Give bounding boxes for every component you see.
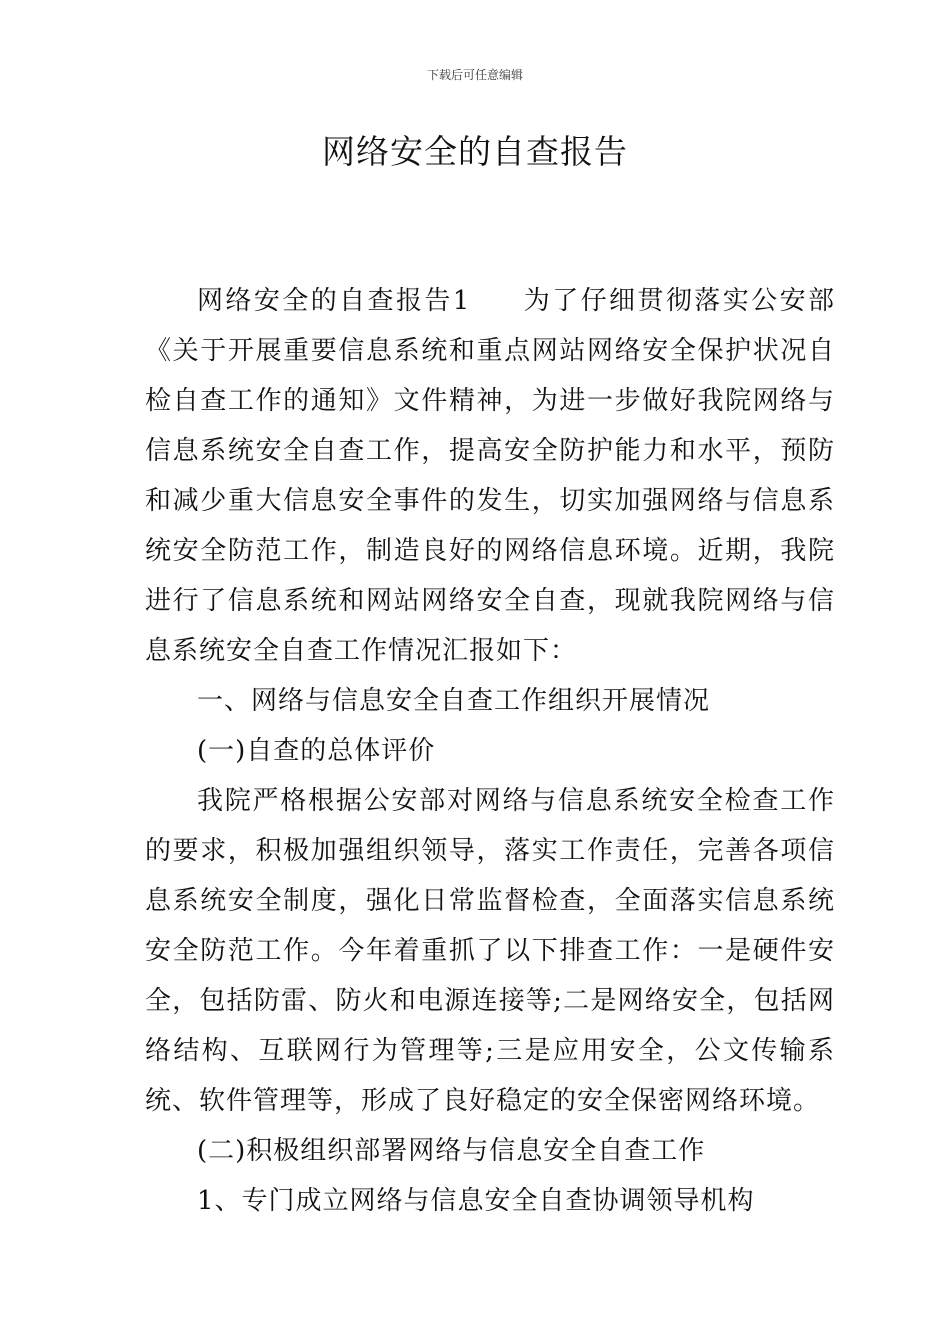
header-note: 下载后可任意编辑 (426, 68, 523, 82)
section-heading: 网络安全的自查报告1 (197, 286, 471, 316)
paragraph-text: 为了仔细贯彻落实公安部《关于开展重要信息系统和重点网站网络安全保护状况自检自查工作的通知》文件精神，为进一步做好我院网络与信息系统安全自查工作，提高安全防护能力和水平，预防和减少重大信息安全事件的发生，切实加强网络与信息系统安全防范工作，制造良好的网络信息环境。近期，我院进行了信息系统和网站网络安全自查，现就我院网络与信息系统安全自查工作情况汇报如下： (145, 286, 835, 666)
subsection-heading-1: (一)自查的总体评价 (197, 736, 436, 766)
document-body (145, 276, 835, 1226)
list-item-1: 1、专门成立网络与信息安全自查协调领导机构 (197, 1186, 755, 1216)
paragraph-intro (145, 276, 835, 676)
section-heading-1: 一、网络与信息安全自查工作组织开展情况 (197, 686, 711, 716)
document-title: 网络安全的自查报告 (322, 132, 628, 171)
subsection-heading-2: (二)积极组织部署网络与信息安全自查工作 (197, 1136, 706, 1166)
paragraph-evaluation: 我院严格根据公安部对网络与信息系统安全检查工作的要求，积极加强组织领导，落实工作责任，完善各项信息系统安全制度，强化日常监督检查，全面落实信息系统安全防范工作。今年着重抓了以下排查工作：一是硬件安全，包括防雷、防火和电源连接等;二是网络安全，包括网络结构、互联网行为管理等;三是应用安全，公文传输系统、软件管理等，形成了良好稳定的安全保密网络环境。 (145, 786, 835, 1116)
